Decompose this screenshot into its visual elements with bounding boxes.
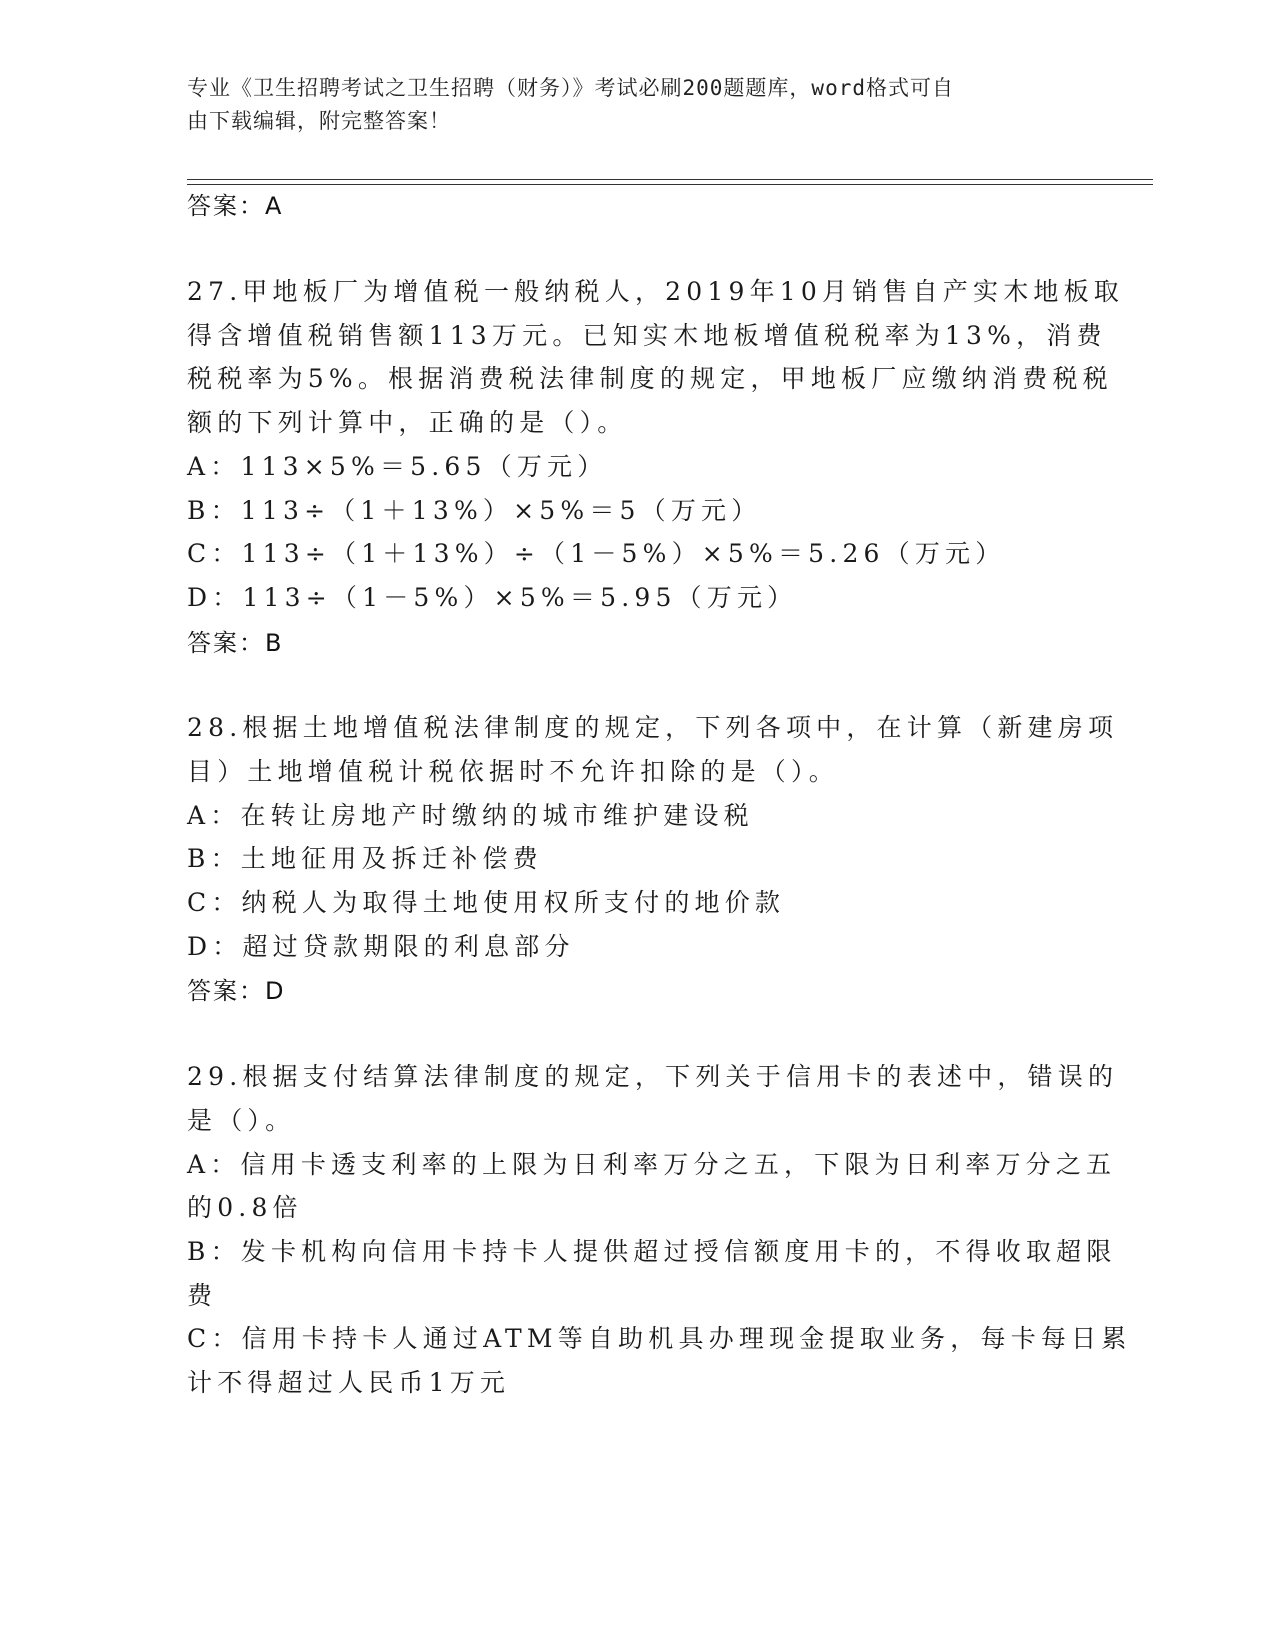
q29-option-c-line-2: 计不得超过人民币1万元: [187, 1368, 511, 1397]
q27-option-b: B：113÷（1＋13%）×5%＝5（万元）: [187, 496, 762, 525]
q28-stem-line-2: 目）土地增值税计税依据时不允许扣除的是（）。: [187, 757, 839, 786]
q28-option-d: D：超过贷款期限的利息部分: [187, 932, 575, 961]
q27-stem-line-2: 得含增值税销售额113万元。已知实木地板增值税税率为13%，消费: [187, 321, 1107, 350]
q29-option-b-line-2: 费: [187, 1281, 218, 1310]
answer-q28: 答案：D: [187, 977, 286, 1005]
q28-option-b: B：土地征用及拆迁补偿费: [187, 844, 543, 873]
q27-stem-line-4: 额的下列计算中，正确的是（）。: [187, 408, 628, 437]
header-divider-bottom: [187, 184, 1153, 185]
q28-option-a: A：在转让房地产时缴纳的城市维护建设税: [187, 801, 754, 830]
q27-option-a: A：113×5%＝5.65（万元）: [187, 452, 608, 481]
q28-option-c: C：纳税人为取得土地使用权所支付的地价款: [187, 888, 786, 917]
document-header: [187, 72, 1067, 138]
q29-option-a-line-1: A：信用卡透支利率的上限为日利率万分之五，下限为日利率万分之五: [187, 1150, 1117, 1179]
answer-q27: 答案：B: [187, 629, 284, 657]
q29-option-a-line-2: 的0.8倍: [187, 1193, 303, 1222]
q29-stem-line-1: 29.根据支付结算法律制度的规定，下列关于信用卡的表述中，错误的: [187, 1062, 1119, 1091]
q29-option-c-line-1: C：信用卡持卡人通过ATM等自助机具办理现金提取业务，每卡每日累: [187, 1324, 1132, 1353]
q27-option-c: C：113÷（1＋13%）÷（1－5%）×5%＝5.26（万元）: [187, 539, 1006, 568]
q28-stem-line-1: 28.根据土地增值税法律制度的规定，下列各项中，在计算（新建房项: [187, 713, 1119, 742]
answer-q26: 答案：A: [187, 192, 284, 220]
header-line-2: 由下载编辑，附完整答案！: [187, 109, 451, 133]
q29-stem-line-2: 是（）。: [187, 1106, 296, 1135]
q27-stem-line-3: 税税率为5%。根据消费税法律制度的规定，甲地板厂应缴纳消费税税: [187, 364, 1113, 393]
header-line-1: 专业《卫生招聘考试之卫生招聘（财务）》考试必刷200题题库，word格式可自: [187, 76, 954, 100]
q27-stem-line-1: 27.甲地板厂为增值税一般纳税人，2019年10月销售自产实木地板取: [187, 277, 1124, 306]
q27-option-d: D：113÷（1－5%）×5%＝5.95（万元）: [187, 583, 798, 612]
q29-option-b-line-1: B：发卡机构向信用卡持卡人提供超过授信额度用卡的，不得收取超限: [187, 1237, 1117, 1266]
header-divider-top: [187, 179, 1153, 180]
